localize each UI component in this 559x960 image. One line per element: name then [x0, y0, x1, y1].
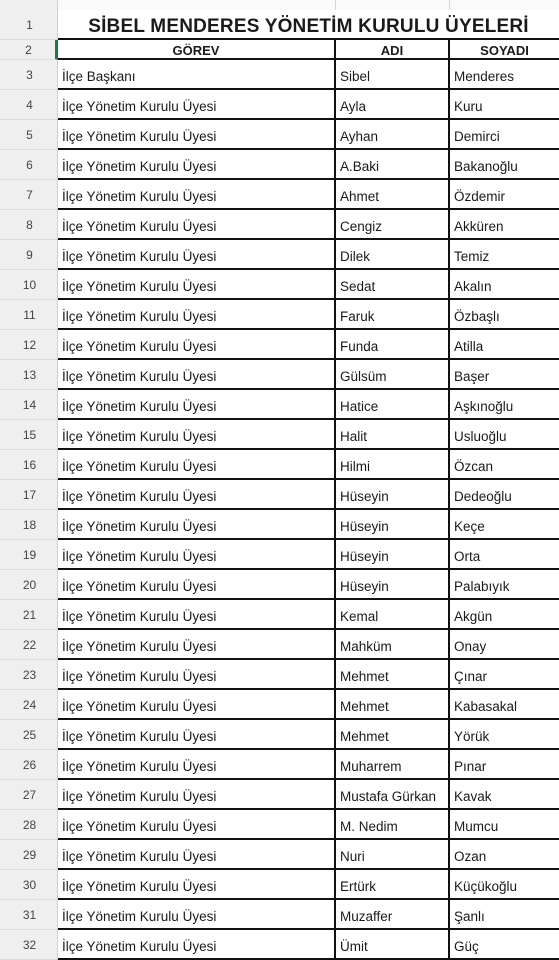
- cell-soyadi[interactable]: Orta: [450, 540, 559, 570]
- cell-adi[interactable]: Sibel: [336, 60, 450, 90]
- table-row: [0, 480, 559, 510]
- cell-gorev[interactable]: İlçe Yönetim Kurulu Üyesi: [58, 540, 336, 570]
- cell-adi[interactable]: Kemal: [336, 600, 450, 630]
- table-row: [0, 360, 559, 390]
- header-cell-gorev[interactable]: GÖREV: [58, 40, 336, 60]
- row-number[interactable]: 26: [0, 750, 58, 780]
- cell-gorev[interactable]: İlçe Yönetim Kurulu Üyesi: [58, 480, 336, 510]
- row-number[interactable]: 4: [0, 90, 58, 120]
- table-row: [0, 390, 559, 420]
- table-row: [0, 810, 559, 840]
- cell-soyadi[interactable]: Dedeoğlu: [450, 480, 559, 510]
- cell-soyadi[interactable]: Aşkınoğlu: [450, 390, 559, 420]
- cell-gorev[interactable]: İlçe Yönetim Kurulu Üyesi: [58, 930, 336, 960]
- row-number[interactable]: 29: [0, 840, 58, 870]
- table-row: [0, 720, 559, 750]
- table-row: [0, 120, 559, 150]
- table-row: [0, 540, 559, 570]
- cell-gorev[interactable]: İlçe Yönetim Kurulu Üyesi: [58, 390, 336, 420]
- cell-soyadi[interactable]: Akküren: [450, 210, 559, 240]
- header-row: [0, 40, 559, 60]
- table-row: [0, 900, 559, 930]
- row-number[interactable]: 1: [0, 10, 58, 40]
- row-number[interactable]: 9: [0, 240, 58, 270]
- cell-soyadi[interactable]: Kavak: [450, 780, 559, 810]
- cell-adi[interactable]: Faruk: [336, 300, 450, 330]
- cell-soyadi[interactable]: Ozan: [450, 840, 559, 870]
- cell-soyadi[interactable]: Kuru: [450, 90, 559, 120]
- table-row: [0, 930, 559, 960]
- cell-gorev[interactable]: İlçe Yönetim Kurulu Üyesi: [58, 720, 336, 750]
- cell-gorev[interactable]: İlçe Yönetim Kurulu Üyesi: [58, 600, 336, 630]
- row-number[interactable]: 24: [0, 690, 58, 720]
- table-row: [0, 300, 559, 330]
- row-number[interactable]: 21: [0, 600, 58, 630]
- cell-adi[interactable]: Ümit: [336, 930, 450, 960]
- cell-soyadi[interactable]: Küçükoğlu: [450, 870, 559, 900]
- cell-soyadi[interactable]: Bakanoğlu: [450, 150, 559, 180]
- cell-soyadi[interactable]: Özcan: [450, 450, 559, 480]
- cell-adi[interactable]: Mahküm: [336, 630, 450, 660]
- cell-adi[interactable]: Hilmi: [336, 450, 450, 480]
- row-number[interactable]: 2: [0, 40, 58, 60]
- cell-gorev[interactable]: İlçe Yönetim Kurulu Üyesi: [58, 570, 336, 600]
- cell-gorev[interactable]: İlçe Yönetim Kurulu Üyesi: [58, 90, 336, 120]
- title-row: [0, 10, 559, 40]
- cell-gorev[interactable]: İlçe Yönetim Kurulu Üyesi: [58, 330, 336, 360]
- table-row: [0, 90, 559, 120]
- cell-adi[interactable]: A.Baki: [336, 150, 450, 180]
- cell-soyadi[interactable]: Menderes: [450, 60, 559, 90]
- column-header-strip: [0, 0, 559, 10]
- cell-adi[interactable]: Gülsüm: [336, 360, 450, 390]
- table-row: [0, 780, 559, 810]
- cell-soyadi[interactable]: Güç: [450, 930, 559, 960]
- row-number[interactable]: 6: [0, 150, 58, 180]
- column-header-b[interactable]: [336, 0, 450, 10]
- cell-soyadi[interactable]: Akalın: [450, 270, 559, 300]
- cell-adi[interactable]: Ertürk: [336, 870, 450, 900]
- cell-adi[interactable]: Ahmet: [336, 180, 450, 210]
- column-header-a[interactable]: [58, 0, 336, 10]
- row-number[interactable]: 27: [0, 780, 58, 810]
- table-row: [0, 450, 559, 480]
- cell-gorev[interactable]: İlçe Yönetim Kurulu Üyesi: [58, 630, 336, 660]
- cell-soyadi[interactable]: Akgün: [450, 600, 559, 630]
- table-row: [0, 510, 559, 540]
- cell-soyadi[interactable]: Palabıyık: [450, 570, 559, 600]
- cell-adi[interactable]: Funda: [336, 330, 450, 360]
- header-cell-soyadi[interactable]: SOYADI: [450, 40, 559, 60]
- table-row: [0, 600, 559, 630]
- cell-adi[interactable]: Muzaffer: [336, 900, 450, 930]
- cell-adi[interactable]: Muharrem: [336, 750, 450, 780]
- cell-gorev[interactable]: İlçe Yönetim Kurulu Üyesi: [58, 840, 336, 870]
- cell-adi[interactable]: Ayla: [336, 90, 450, 120]
- row-number[interactable]: 12: [0, 330, 58, 360]
- sheet-title-cell[interactable]: SİBEL MENDERES YÖNETİM KURULU ÜYELERİ: [58, 10, 559, 40]
- cell-gorev[interactable]: İlçe Yönetim Kurulu Üyesi: [58, 420, 336, 450]
- row-number[interactable]: 8: [0, 210, 58, 240]
- cell-soyadi[interactable]: Usluoğlu: [450, 420, 559, 450]
- cell-gorev[interactable]: İlçe Yönetim Kurulu Üyesi: [58, 270, 336, 300]
- cell-soyadi[interactable]: Mumcu: [450, 810, 559, 840]
- table-row: [0, 750, 559, 780]
- cell-gorev[interactable]: İlçe Yönetim Kurulu Üyesi: [58, 360, 336, 390]
- table-row: [0, 270, 559, 300]
- row-number[interactable]: 16: [0, 450, 58, 480]
- cell-gorev[interactable]: İlçe Yönetim Kurulu Üyesi: [58, 870, 336, 900]
- row-number[interactable]: 11: [0, 300, 58, 330]
- table-row: [0, 420, 559, 450]
- cell-adi[interactable]: Mehmet: [336, 660, 450, 690]
- table-row: [0, 870, 559, 900]
- cell-soyadi[interactable]: Şanlı: [450, 900, 559, 930]
- cell-soyadi[interactable]: Keçe: [450, 510, 559, 540]
- table-row: [0, 570, 559, 600]
- cell-soyadi[interactable]: Çınar: [450, 660, 559, 690]
- cell-gorev[interactable]: İlçe Yönetim Kurulu Üyesi: [58, 180, 336, 210]
- cell-adi[interactable]: Nuri: [336, 840, 450, 870]
- cell-adi[interactable]: Halit: [336, 420, 450, 450]
- row-number[interactable]: 25: [0, 720, 58, 750]
- cell-soyadi[interactable]: Temiz: [450, 240, 559, 270]
- cell-adi[interactable]: Hüseyin: [336, 570, 450, 600]
- cell-adi[interactable]: Mehmet: [336, 690, 450, 720]
- row-number[interactable]: 31: [0, 900, 58, 930]
- row-number[interactable]: 30: [0, 870, 58, 900]
- cell-soyadi[interactable]: Başer: [450, 360, 559, 390]
- cell-soyadi[interactable]: Özbaşlı: [450, 300, 559, 330]
- row-number[interactable]: 32: [0, 930, 58, 960]
- cell-adi[interactable]: Hatice: [336, 390, 450, 420]
- table-row: [0, 180, 559, 210]
- table-row: [0, 330, 559, 360]
- select-all-corner[interactable]: [0, 0, 58, 10]
- cell-soyadi[interactable]: Pınar: [450, 750, 559, 780]
- cell-soyadi[interactable]: Atilla: [450, 330, 559, 360]
- cell-soyadi[interactable]: Özdemir: [450, 180, 559, 210]
- table-row: [0, 150, 559, 180]
- table-row: [0, 210, 559, 240]
- column-header-c[interactable]: [450, 0, 559, 10]
- cell-soyadi[interactable]: Yörük: [450, 720, 559, 750]
- row-number[interactable]: 20: [0, 570, 58, 600]
- table-row: [0, 240, 559, 270]
- row-number[interactable]: 17: [0, 480, 58, 510]
- cell-gorev[interactable]: İlçe Yönetim Kurulu Üyesi: [58, 660, 336, 690]
- cell-gorev[interactable]: İlçe Yönetim Kurulu Üyesi: [58, 780, 336, 810]
- cell-gorev[interactable]: İlçe Yönetim Kurulu Üyesi: [58, 300, 336, 330]
- row-number[interactable]: 15: [0, 420, 58, 450]
- cell-adi[interactable]: Mehmet: [336, 720, 450, 750]
- cell-soyadi[interactable]: Onay: [450, 630, 559, 660]
- row-number[interactable]: 18: [0, 510, 58, 540]
- cell-adi[interactable]: Hüseyin: [336, 540, 450, 570]
- row-number[interactable]: 5: [0, 120, 58, 150]
- row-number[interactable]: 10: [0, 270, 58, 300]
- row-number[interactable]: 14: [0, 390, 58, 420]
- cell-gorev[interactable]: İlçe Yönetim Kurulu Üyesi: [58, 810, 336, 840]
- cell-gorev[interactable]: İlçe Yönetim Kurulu Üyesi: [58, 750, 336, 780]
- cell-gorev[interactable]: İlçe Yönetim Kurulu Üyesi: [58, 690, 336, 720]
- cell-soyadi[interactable]: Kabasakal: [450, 690, 559, 720]
- row-number[interactable]: 22: [0, 630, 58, 660]
- cell-adi[interactable]: M. Nedim: [336, 810, 450, 840]
- table-row: [0, 660, 559, 690]
- cell-gorev[interactable]: İlçe Yönetim Kurulu Üyesi: [58, 150, 336, 180]
- row-number[interactable]: 23: [0, 660, 58, 690]
- cell-gorev[interactable]: İlçe Yönetim Kurulu Üyesi: [58, 450, 336, 480]
- table-row: [0, 630, 559, 660]
- cell-gorev[interactable]: İlçe Yönetim Kurulu Üyesi: [58, 240, 336, 270]
- table-row: [0, 60, 559, 90]
- cell-gorev[interactable]: İlçe Yönetim Kurulu Üyesi: [58, 510, 336, 540]
- cell-gorev[interactable]: İlçe Başkanı: [58, 60, 336, 90]
- cell-adi[interactable]: Hüseyin: [336, 510, 450, 540]
- row-number[interactable]: 13: [0, 360, 58, 390]
- table-row: [0, 840, 559, 870]
- row-number[interactable]: 19: [0, 540, 58, 570]
- cell-adi[interactable]: Hüseyin: [336, 480, 450, 510]
- cell-adi[interactable]: Mustafa Gürkan: [336, 780, 450, 810]
- row-number[interactable]: 3: [0, 60, 58, 90]
- cell-adi[interactable]: Sedat: [336, 270, 450, 300]
- cell-gorev[interactable]: İlçe Yönetim Kurulu Üyesi: [58, 900, 336, 930]
- header-cell-adi[interactable]: ADI: [336, 40, 450, 60]
- cell-gorev[interactable]: İlçe Yönetim Kurulu Üyesi: [58, 120, 336, 150]
- cell-adi[interactable]: Cengiz: [336, 210, 450, 240]
- cell-gorev[interactable]: İlçe Yönetim Kurulu Üyesi: [58, 210, 336, 240]
- table-row: [0, 690, 559, 720]
- cell-soyadi[interactable]: Demirci: [450, 120, 559, 150]
- cell-adi[interactable]: Ayhan: [336, 120, 450, 150]
- row-number[interactable]: 7: [0, 180, 58, 210]
- row-number[interactable]: 28: [0, 810, 58, 840]
- cell-adi[interactable]: Dilek: [336, 240, 450, 270]
